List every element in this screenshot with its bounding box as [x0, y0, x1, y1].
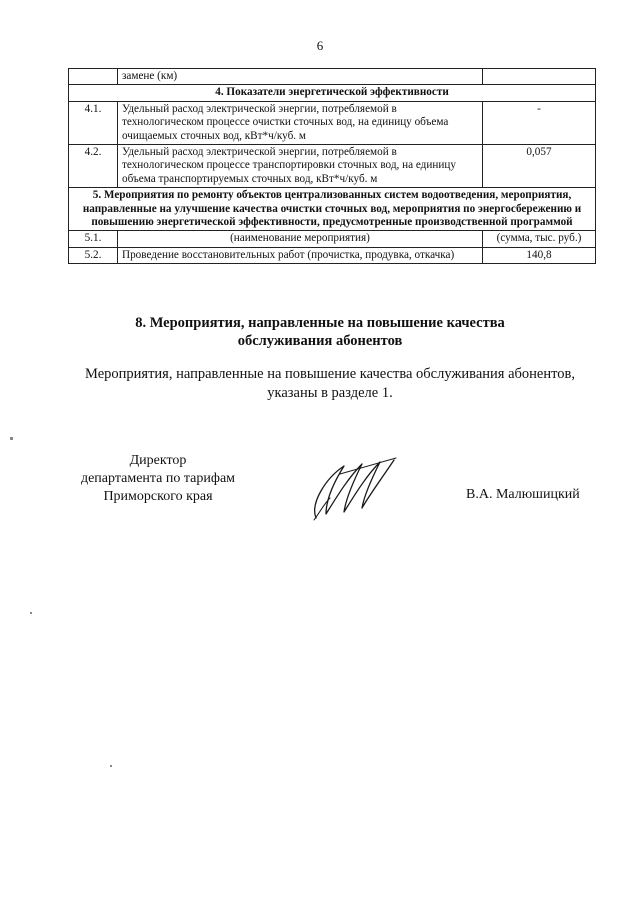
column-header-name: (наименование мероприятия) — [118, 231, 483, 247]
director-title — [58, 452, 258, 506]
column-header-sum: (сумма, тыс. руб.) — [483, 231, 596, 247]
row-value: 0,057 — [483, 145, 596, 188]
scan-speck — [30, 612, 32, 614]
row-number: 5.1. — [69, 231, 118, 247]
row-number: 4.2. — [69, 145, 118, 188]
row-text: Удельный расход электрической энергии, потребляемой в технологическом процессе очистки сточных вод, на единицу объема очищаемых сточных вод, кВт*ч/куб. м — [118, 101, 483, 144]
director-title-line2: департамента по тарифам — [80, 471, 236, 486]
signer-name: В.А. Малюшицкий — [466, 487, 580, 502]
row-value: - — [483, 101, 596, 144]
row-text: Проведение восстановительных работ (прочистка, продувка, откачка) — [118, 247, 483, 263]
row-number: 5.2. — [69, 247, 118, 263]
row-text: Удельный расход электрической энергии, потребляемой в технологическом процессе транспортировки сточных вод, на единицу объема транспортируемых сточных вод, кВт*ч/куб. м — [118, 145, 483, 188]
table-row — [69, 145, 596, 188]
table-row — [69, 247, 596, 263]
row-number: 4.1. — [69, 101, 118, 144]
section-4-title: 4. Показатели энергетической эффективности — [69, 85, 596, 101]
section-8-heading-line2: обслуживания абонентов — [237, 333, 403, 349]
section-5-title: 5. Мероприятия по ремонту объектов централизованных систем водоотведения, мероприятия, направленные на улучшение качества очистки сточных вод, мероприятия по энергосбережению и повышению энергетической эффективности, предусмотренные производственной программой — [69, 188, 596, 231]
page-number: 6 — [316, 38, 324, 53]
scan-speck — [110, 765, 112, 767]
section-8-heading-line1: 8. Мероприятия, направленные на повышение качества — [135, 315, 505, 331]
director-title-line3: Приморского края — [103, 489, 213, 504]
table-section-row — [69, 85, 596, 101]
row-value — [483, 69, 596, 85]
table-header-row — [69, 231, 596, 247]
handwritten-signature — [296, 448, 406, 528]
table-section-row — [69, 188, 596, 231]
indicators-table — [68, 68, 596, 264]
section-8-heading — [0, 314, 640, 350]
section-8-paragraph: Мероприятия, направленные на повышение качества обслуживания абонентов, указаны в разделе 1. — [85, 366, 575, 401]
row-text: замене (км) — [118, 69, 483, 85]
row-number — [69, 69, 118, 85]
table-row — [69, 69, 596, 85]
table-row — [69, 101, 596, 144]
director-title-line1: Директор — [129, 453, 187, 468]
scan-speck — [10, 437, 13, 440]
row-value: 140,8 — [483, 247, 596, 263]
